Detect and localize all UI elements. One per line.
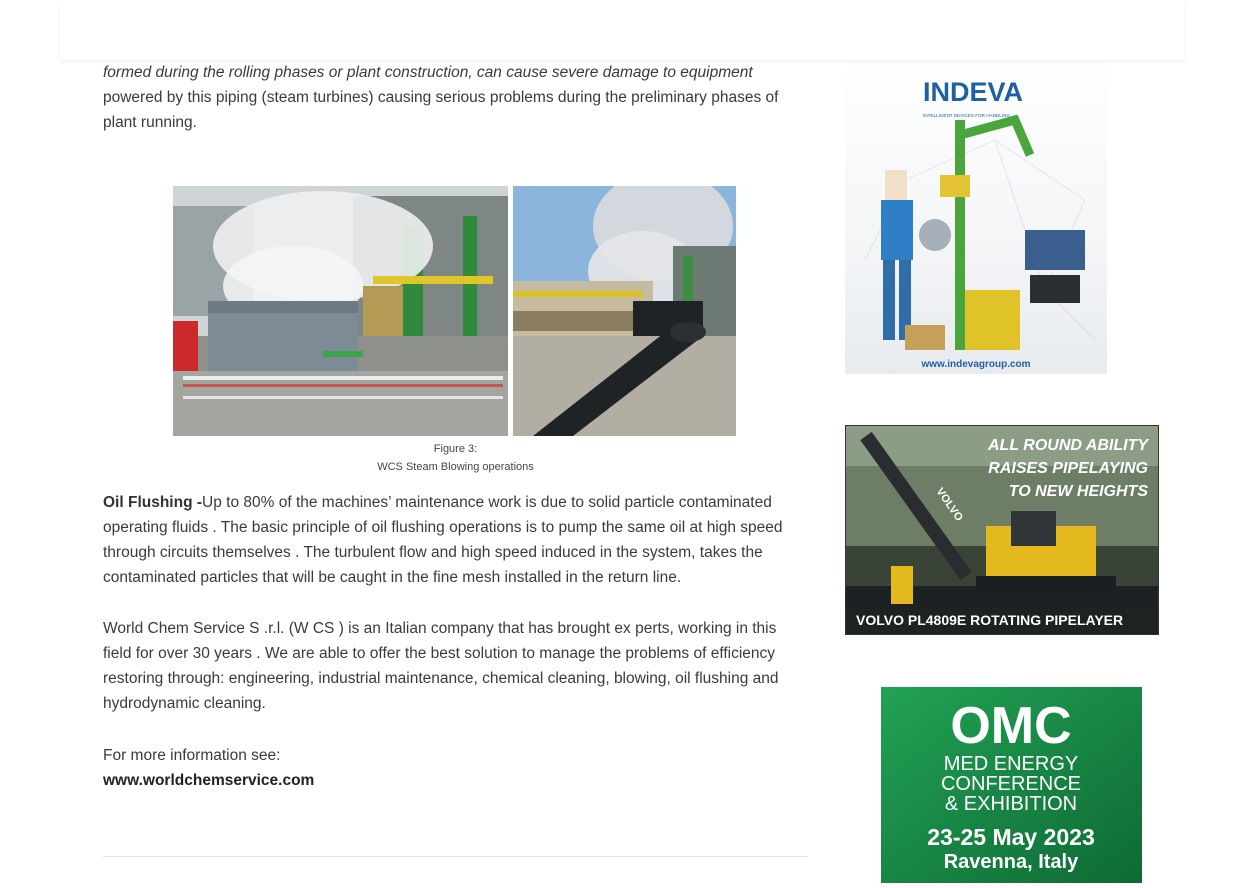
volvo-headline-line2: RAISES PIPELAYING — [988, 460, 1148, 477]
lift-arm — [960, 120, 1030, 155]
clipped-line-text: formed during the rolling phases or plant construction, can cause severe damage to equipment — [103, 64, 753, 81]
lift-handle — [940, 175, 970, 197]
figure-caption — [103, 440, 808, 476]
volvo-headline-line3: TO NEW HEIGHTS — [1008, 483, 1148, 500]
paragraph-oil-flushing — [103, 490, 808, 590]
article-divider — [103, 856, 808, 857]
steam-blowing-photo-left-illustration — [173, 186, 508, 436]
clipped-text-line — [103, 60, 808, 85]
ad-banner-volvo[interactable] — [845, 425, 1159, 635]
operator-head — [885, 170, 907, 200]
omc-title-line2: CONFERENCE — [940, 773, 1082, 795]
ad-banner-indeva[interactable] — [845, 60, 1107, 374]
pallet — [905, 325, 945, 350]
oil-flushing-heading: Oil Flushing - — [103, 494, 203, 511]
indeva-logo-text: INDEVA — [923, 77, 1024, 107]
paragraph-steam-intro — [103, 85, 808, 135]
indeva-tagline: INTELLIGENT DEVICES FOR HANDLING — [923, 113, 1010, 118]
site-header-bar — [60, 0, 1184, 60]
figure-caption-label: Figure 3: — [433, 443, 478, 455]
steam-blowing-photo-right-illustration — [513, 186, 736, 436]
volvo-boom-text: VOLVO — [933, 485, 965, 524]
more-info-label: For more information see: — [103, 747, 281, 764]
hook-block — [891, 566, 913, 604]
ad-banner-omc[interactable] — [881, 687, 1142, 883]
figure-steam-blowing — [173, 186, 736, 436]
metal-coil — [919, 219, 951, 251]
paragraph-text-end: plant running. — [103, 114, 197, 131]
operator-body — [881, 200, 913, 260]
yellow-device — [965, 290, 1020, 350]
omc-ad-graphic — [881, 687, 1142, 883]
omc-location: Ravenna, Italy — [943, 851, 1079, 873]
indeva-url: www.indevagroup.com — [921, 359, 1031, 370]
oil-flushing-text: Up to 80% of the machines’ maintenance work is due to solid particle contaminated operating fluids . The basic principle of oil flushing operations is to pump the same oil at high speed through circuits themselves . The turbulent flow and high speed induced in the system, takes the contaminated particles that will be caught in the fine mesh installed in the return line. — [103, 494, 783, 586]
indeva-ad-graphic — [845, 60, 1107, 374]
more-info-block — [103, 743, 808, 793]
volvo-ad-graphic — [846, 426, 1158, 634]
device-screen — [1025, 230, 1085, 270]
volvo-footer-text: VOLVO PL4809E ROTATING PIPELAYER — [856, 612, 1124, 628]
steam-blowing-photo-right — [513, 186, 736, 436]
figure-caption-text: WCS Steam Blowing operations — [377, 461, 534, 473]
lift-column — [955, 120, 965, 350]
steam-blowing-photo-left — [173, 186, 508, 436]
company-website-link[interactable]: www.worldchemservice.com — [103, 772, 315, 789]
volvo-headline-line1: ALL ROUND ABILITY — [988, 437, 1148, 454]
device-base — [1030, 275, 1080, 303]
omc-title-line1: MED ENERGY — [943, 753, 1079, 775]
pipelayer-window — [1011, 511, 1056, 546]
omc-dates: 23-25 May 2023 — [927, 824, 1095, 850]
omc-logo-text: OMC — [950, 697, 1072, 755]
paragraph-company-intro: World Chem Service S .r.l. (W CS ) is an Italian company that has brought ex perts, working in this field for over 30 years . We are able to offer the best solution to manage the problems of efficiency restoring through: engineering, industrial maintenance, chemical cleaning, blowing, oil flushing and hydrodynamic cleaning. — [103, 620, 779, 712]
paragraph-text: powered by this piping (steam turbines) causing serious problems during the preliminary phases of — [103, 89, 779, 106]
volvo-headline — [987, 437, 1149, 500]
omc-title-line3: & EXHIBITION — [944, 793, 1078, 815]
operator-leg-left — [883, 260, 895, 340]
omc-title — [941, 753, 1081, 815]
pipelayer-tracks — [976, 576, 1116, 594]
